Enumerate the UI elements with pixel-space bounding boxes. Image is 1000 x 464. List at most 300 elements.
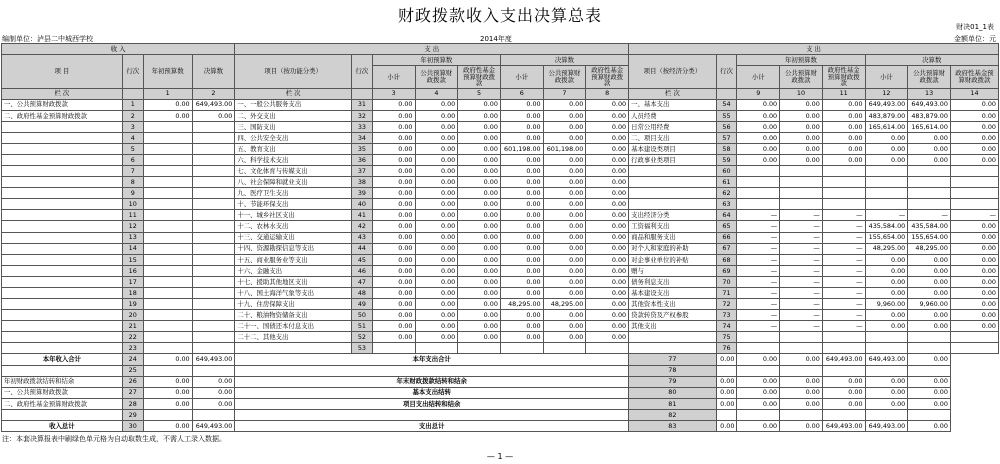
table-cell[interactable]: 六、科学技术支出	[235, 155, 352, 166]
table-cell[interactable]: 0.00	[500, 265, 543, 276]
table-cell[interactable]: 一、一般公共服务支出	[235, 99, 352, 110]
table-cell[interactable]: 0.00	[415, 110, 458, 121]
table-cell[interactable]: —	[822, 310, 865, 321]
table-cell[interactable]: 0.00	[458, 188, 501, 199]
table-cell[interactable]: —	[822, 232, 865, 243]
table-cell[interactable]: 0.00	[737, 110, 780, 121]
table-cell[interactable]: 0.00	[586, 155, 629, 166]
total-value[interactable]: 0.00	[822, 387, 865, 398]
table-cell[interactable]: 48,295.00	[500, 299, 543, 310]
total-value[interactable]: 649,493.00	[822, 420, 865, 431]
table-cell[interactable]: 18	[122, 287, 143, 298]
table-cell[interactable]: 0.00	[458, 132, 501, 143]
table-cell[interactable]: 0.00	[458, 321, 501, 332]
table-cell[interactable]: —	[822, 276, 865, 287]
table-cell[interactable]: 42	[351, 221, 372, 232]
table-cell[interactable]: 0.00	[458, 276, 501, 287]
table-cell[interactable]: 0.00	[586, 177, 629, 188]
table-cell[interactable]: 56	[716, 121, 737, 132]
table-cell[interactable]: 0.00	[586, 254, 629, 265]
table-cell[interactable]: 38	[351, 177, 372, 188]
table-cell[interactable]: 0.00	[543, 243, 586, 254]
total-line[interactable]: 79	[629, 376, 716, 387]
table-cell[interactable]: 0.00	[372, 243, 415, 254]
table-cell[interactable]: 47	[351, 276, 372, 287]
table-cell[interactable]: 0.00	[458, 221, 501, 232]
total-expense-label[interactable]: 支出总计	[235, 420, 629, 431]
table-cell[interactable]: 0.00	[458, 210, 501, 221]
table-cell[interactable]: 十八、国土海洋气象等支出	[235, 287, 352, 298]
table-cell[interactable]: 55	[716, 110, 737, 121]
table-cell[interactable]: 0.00	[543, 121, 586, 132]
table-cell[interactable]: 75	[716, 332, 737, 343]
total-value[interactable]: 0.00	[908, 354, 951, 365]
table-cell[interactable]: 31	[351, 99, 372, 110]
table-cell[interactable]: 53	[351, 343, 372, 354]
table-cell[interactable]: 155,654.00	[908, 232, 951, 243]
table-cell[interactable]: —	[822, 299, 865, 310]
total-line[interactable]: 29	[122, 409, 143, 420]
table-cell[interactable]: 0.00	[822, 155, 865, 166]
total-label[interactable]: 二、政府性基金预算财政拨款	[2, 398, 123, 409]
table-cell[interactable]: 435,584.00	[908, 221, 951, 232]
table-cell[interactable]: 0.00	[586, 221, 629, 232]
table-cell[interactable]: 165,614.00	[908, 121, 951, 132]
table-cell[interactable]: 0.00	[372, 332, 415, 343]
table-cell[interactable]: —	[780, 221, 823, 232]
table-cell[interactable]: 0.00	[780, 132, 823, 143]
table-cell[interactable]: 70	[716, 276, 737, 287]
table-cell[interactable]: 十二、农林水支出	[235, 221, 352, 232]
table-cell[interactable]: 15	[122, 254, 143, 265]
table-cell[interactable]: 16	[122, 265, 143, 276]
table-cell[interactable]: 483,879.00	[908, 110, 951, 121]
total-value[interactable]: 0.00	[143, 354, 192, 365]
table-cell[interactable]: 64	[716, 210, 737, 221]
table-cell[interactable]: 0.00	[780, 143, 823, 154]
table-cell[interactable]: 34	[351, 132, 372, 143]
table-cell[interactable]: —	[737, 232, 780, 243]
table-cell[interactable]: 0.00	[372, 121, 415, 132]
total-value[interactable]: 0.00	[716, 354, 737, 365]
table-cell[interactable]: —	[780, 299, 823, 310]
table-cell[interactable]: 19	[122, 299, 143, 310]
total-line[interactable]: 82	[629, 409, 716, 420]
total-value[interactable]: 0.00	[908, 398, 951, 409]
table-cell[interactable]: 43	[351, 232, 372, 243]
table-cell[interactable]: 13	[122, 232, 143, 243]
table-cell[interactable]: 17	[122, 276, 143, 287]
table-cell[interactable]: 0.00	[543, 166, 586, 177]
total-line[interactable]: 77	[629, 354, 716, 365]
total-value[interactable]: 0.00	[192, 398, 235, 409]
table-cell[interactable]: 649,493.00	[192, 99, 235, 110]
table-cell[interactable]: 0.00	[908, 143, 951, 154]
table-cell[interactable]: 0.00	[500, 110, 543, 121]
total-line[interactable]: 83	[629, 420, 716, 431]
table-cell[interactable]: —	[780, 321, 823, 332]
table-cell[interactable]: 0.00	[500, 188, 543, 199]
table-cell[interactable]: 0.00	[372, 177, 415, 188]
table-cell[interactable]: 0.00	[822, 132, 865, 143]
table-cell[interactable]: 0.00	[372, 199, 415, 210]
table-cell[interactable]: 0.00	[458, 199, 501, 210]
table-cell[interactable]: 0.00	[543, 132, 586, 143]
total-value[interactable]: 0.00	[780, 387, 823, 398]
table-cell[interactable]: 0.00	[458, 265, 501, 276]
table-cell[interactable]: 0.00	[415, 210, 458, 221]
table-cell[interactable]: 0.00	[908, 155, 951, 166]
table-cell[interactable]: 10	[122, 199, 143, 210]
table-cell[interactable]: 行政事业类项目	[629, 155, 716, 166]
table-cell[interactable]: 赠与	[629, 265, 716, 276]
table-cell[interactable]: 0.00	[865, 276, 908, 287]
table-cell[interactable]: 0.00	[822, 99, 865, 110]
table-cell[interactable]: 0.00	[500, 166, 543, 177]
table-cell[interactable]: 0.00	[543, 210, 586, 221]
table-cell[interactable]: —	[780, 310, 823, 321]
table-cell[interactable]: 20	[122, 310, 143, 321]
table-cell[interactable]: 0.00	[737, 132, 780, 143]
table-cell[interactable]: 0.00	[372, 188, 415, 199]
total-line[interactable]: 25	[122, 365, 143, 376]
table-cell[interactable]: 9,960.00	[865, 299, 908, 310]
table-cell[interactable]: —	[822, 243, 865, 254]
table-cell[interactable]: 165,614.00	[865, 121, 908, 132]
table-cell[interactable]: 0.00	[780, 155, 823, 166]
table-cell[interactable]: 48,295.00	[865, 243, 908, 254]
table-cell[interactable]: 0.00	[415, 254, 458, 265]
total-value[interactable]: 0.00	[865, 376, 908, 387]
table-cell[interactable]: 0.00	[415, 199, 458, 210]
table-cell[interactable]: 0.00	[586, 332, 629, 343]
total-value[interactable]: 0.00	[737, 420, 780, 431]
total-label[interactable]: 年初财政拨款结转和结余	[2, 376, 123, 387]
table-cell[interactable]: 贷款转贷及产权参股	[629, 310, 716, 321]
table-cell[interactable]: 0.00	[586, 310, 629, 321]
table-cell[interactable]: 51	[351, 321, 372, 332]
table-cell[interactable]: 49	[351, 299, 372, 310]
table-cell[interactable]: 0.00	[586, 121, 629, 132]
table-cell[interactable]: 0.00	[372, 310, 415, 321]
table-cell[interactable]: 一、基本支出	[629, 99, 716, 110]
total-value[interactable]: 0.00	[143, 420, 192, 431]
table-cell[interactable]: 59	[716, 155, 737, 166]
table-cell[interactable]: 0.00	[415, 99, 458, 110]
table-cell[interactable]: 0.00	[415, 143, 458, 154]
table-cell[interactable]: 0.00	[586, 243, 629, 254]
table-cell[interactable]: 40	[351, 199, 372, 210]
table-cell[interactable]: —	[822, 210, 865, 221]
total-expense-label[interactable]: 本年支出合计	[235, 354, 629, 365]
total-value[interactable]: 649,493.00	[865, 420, 908, 431]
table-cell[interactable]: 工资福利支出	[629, 221, 716, 232]
table-cell[interactable]: 0.00	[458, 254, 501, 265]
table-cell[interactable]: 0.00	[458, 232, 501, 243]
table-cell[interactable]: 0.00	[822, 110, 865, 121]
table-cell[interactable]: 0.00	[586, 110, 629, 121]
table-cell[interactable]: 0.00	[865, 265, 908, 276]
total-value[interactable]: 0.00	[865, 398, 908, 409]
table-cell[interactable]: 0.00	[458, 121, 501, 132]
table-cell[interactable]: 0.00	[822, 121, 865, 132]
table-cell[interactable]: 0.00	[372, 221, 415, 232]
table-cell[interactable]: 0.00	[458, 155, 501, 166]
table-cell[interactable]: 32	[351, 110, 372, 121]
total-value[interactable]: 649,493.00	[822, 354, 865, 365]
table-cell[interactable]: 0.00	[415, 310, 458, 321]
total-value[interactable]: 0.00	[780, 354, 823, 365]
table-cell[interactable]: 61	[716, 177, 737, 188]
table-cell[interactable]: 45	[351, 254, 372, 265]
total-value[interactable]: 0.00	[737, 398, 780, 409]
table-cell[interactable]: 0.00	[500, 332, 543, 343]
table-cell[interactable]: 23	[122, 343, 143, 354]
table-cell[interactable]: 8	[122, 177, 143, 188]
table-cell[interactable]: 11	[122, 210, 143, 221]
table-cell[interactable]: —	[822, 221, 865, 232]
table-cell[interactable]: 54	[716, 99, 737, 110]
table-cell[interactable]: —	[822, 287, 865, 298]
table-cell[interactable]: 0.00	[458, 99, 501, 110]
table-cell[interactable]: 649,493.00	[908, 99, 951, 110]
table-cell[interactable]: 0.00	[372, 110, 415, 121]
table-cell[interactable]: 22	[122, 332, 143, 343]
total-value[interactable]: 0.00	[192, 376, 235, 387]
table-cell[interactable]: 0.00	[586, 287, 629, 298]
table-cell[interactable]: 74	[716, 321, 737, 332]
table-cell[interactable]: 十、节能环保支出	[235, 199, 352, 210]
table-cell[interactable]: 0.00	[458, 310, 501, 321]
table-cell[interactable]: 0.00	[415, 121, 458, 132]
table-cell[interactable]: 0.00	[865, 155, 908, 166]
table-cell[interactable]: —	[780, 232, 823, 243]
total-value[interactable]: 0.00	[737, 354, 780, 365]
table-cell[interactable]: 0.00	[865, 143, 908, 154]
table-cell[interactable]: 3	[122, 121, 143, 132]
table-cell[interactable]: —	[822, 265, 865, 276]
table-cell[interactable]: —	[780, 287, 823, 298]
table-cell[interactable]: 65	[716, 221, 737, 232]
table-cell[interactable]: 二、政府性基金预算财政拨款	[2, 110, 123, 121]
table-cell[interactable]: 48,295.00	[543, 299, 586, 310]
table-cell[interactable]: 一、公共预算财政拨款	[2, 99, 123, 110]
table-cell[interactable]: 48,295.00	[908, 243, 951, 254]
table-cell[interactable]: 0.00	[543, 276, 586, 287]
table-cell[interactable]: 0.00	[543, 110, 586, 121]
table-cell[interactable]: 67	[716, 243, 737, 254]
total-label[interactable]: 本年收入合计	[2, 354, 123, 365]
table-cell[interactable]: 0.00	[372, 166, 415, 177]
table-cell[interactable]: 0.00	[372, 143, 415, 154]
table-cell[interactable]: 0.00	[372, 265, 415, 276]
table-cell[interactable]: 68	[716, 254, 737, 265]
table-cell[interactable]: 对个人和家庭的补助	[629, 243, 716, 254]
table-cell[interactable]: 日常公用经费	[629, 121, 716, 132]
total-line[interactable]: 81	[629, 398, 716, 409]
total-value[interactable]: 649,493.00	[192, 354, 235, 365]
total-value[interactable]: 0.00	[716, 387, 737, 398]
table-cell[interactable]: 0.00	[950, 143, 998, 154]
table-cell[interactable]: 0.00	[500, 243, 543, 254]
table-cell[interactable]: 0.00	[950, 155, 998, 166]
table-cell[interactable]: 0.00	[950, 254, 998, 265]
table-cell[interactable]: 0.00	[500, 210, 543, 221]
table-cell[interactable]: 债务利息支出	[629, 276, 716, 287]
table-cell[interactable]: 0.00	[586, 232, 629, 243]
total-value[interactable]: 0.00	[780, 376, 823, 387]
total-value[interactable]: 0.00	[780, 420, 823, 431]
table-cell[interactable]: —	[737, 287, 780, 298]
table-cell[interactable]: 0.00	[908, 276, 951, 287]
table-cell[interactable]: —	[780, 276, 823, 287]
table-cell[interactable]: 二、项目支出	[629, 132, 716, 143]
table-cell[interactable]: 6	[122, 155, 143, 166]
table-cell[interactable]: 0.00	[586, 299, 629, 310]
table-cell[interactable]: 0.00	[950, 310, 998, 321]
table-cell[interactable]: 0.00	[415, 243, 458, 254]
table-cell[interactable]: 0.00	[143, 110, 192, 121]
total-value[interactable]: 0.00	[822, 376, 865, 387]
table-cell[interactable]: 0.00	[822, 143, 865, 154]
table-cell[interactable]: 33	[351, 121, 372, 132]
table-cell[interactable]: 483,879.00	[865, 110, 908, 121]
table-cell[interactable]: 0.00	[908, 265, 951, 276]
table-cell[interactable]: —	[737, 276, 780, 287]
total-value[interactable]: 0.00	[780, 398, 823, 409]
table-cell[interactable]: 0.00	[908, 254, 951, 265]
total-expense-label[interactable]: 年末财政拨款结转和结余	[235, 376, 629, 387]
table-cell[interactable]: —	[780, 210, 823, 221]
total-line[interactable]: 28	[122, 398, 143, 409]
table-cell[interactable]: 0.00	[737, 155, 780, 166]
table-cell[interactable]: 0.00	[458, 177, 501, 188]
table-cell[interactable]: 0.00	[372, 254, 415, 265]
total-value[interactable]: 0.00	[143, 387, 192, 398]
table-cell[interactable]: 9,960.00	[908, 299, 951, 310]
table-cell[interactable]: 0.00	[543, 188, 586, 199]
total-value[interactable]: 0.00	[716, 376, 737, 387]
table-cell[interactable]: —	[737, 265, 780, 276]
total-value[interactable]: 0.00	[737, 387, 780, 398]
table-cell[interactable]: —	[780, 243, 823, 254]
table-cell[interactable]: 八、社会保障和就业支出	[235, 177, 352, 188]
table-cell[interactable]: 0.00	[415, 166, 458, 177]
table-cell[interactable]: 71	[716, 287, 737, 298]
table-cell[interactable]: 0.00	[372, 210, 415, 221]
table-cell[interactable]: 35	[351, 143, 372, 154]
total-value[interactable]: 649,493.00	[192, 420, 235, 431]
table-cell[interactable]: 0.00	[415, 221, 458, 232]
table-cell[interactable]: 0.00	[908, 132, 951, 143]
table-cell[interactable]: 0.00	[543, 221, 586, 232]
total-value[interactable]: 0.00	[737, 376, 780, 387]
table-cell[interactable]: 十七、援助其他地区支出	[235, 276, 352, 287]
table-cell[interactable]: 0.00	[586, 321, 629, 332]
table-cell[interactable]: 0.00	[415, 132, 458, 143]
table-cell[interactable]: —	[737, 299, 780, 310]
total-line[interactable]: 24	[122, 354, 143, 365]
table-cell[interactable]: 0.00	[415, 188, 458, 199]
table-cell[interactable]: 0.00	[500, 310, 543, 321]
table-cell[interactable]: 0.00	[950, 243, 998, 254]
table-cell[interactable]: 12	[122, 221, 143, 232]
table-cell[interactable]: 十九、住房保障支出	[235, 299, 352, 310]
table-cell[interactable]: 0.00	[415, 332, 458, 343]
table-cell[interactable]: 0.00	[950, 221, 998, 232]
table-cell[interactable]: 0.00	[372, 155, 415, 166]
table-cell[interactable]: 0.00	[950, 110, 998, 121]
total-line[interactable]: 26	[122, 376, 143, 387]
total-label[interactable]: 一、公共预算财政拨款	[2, 387, 123, 398]
table-cell[interactable]: 0.00	[372, 276, 415, 287]
table-cell[interactable]: 二十二、其他支出	[235, 332, 352, 343]
table-cell[interactable]: 0.00	[372, 321, 415, 332]
table-cell[interactable]: 0.00	[543, 332, 586, 343]
table-cell[interactable]: 二十一、国债还本付息支出	[235, 321, 352, 332]
table-cell[interactable]: 62	[716, 188, 737, 199]
table-cell[interactable]: 0.00	[500, 287, 543, 298]
table-cell[interactable]: 0.00	[586, 143, 629, 154]
table-cell[interactable]: 0.00	[865, 310, 908, 321]
total-value[interactable]: 0.00	[908, 376, 951, 387]
table-cell[interactable]: 0.00	[586, 199, 629, 210]
table-cell[interactable]: 0.00	[865, 254, 908, 265]
table-cell[interactable]: 14	[122, 243, 143, 254]
table-cell[interactable]: 0.00	[586, 210, 629, 221]
table-cell[interactable]: 0.00	[586, 188, 629, 199]
table-cell[interactable]: 37	[351, 166, 372, 177]
table-cell[interactable]: 63	[716, 199, 737, 210]
total-value[interactable]: 0.00	[908, 387, 951, 398]
table-cell[interactable]: 0.00	[500, 232, 543, 243]
table-cell[interactable]: 58	[716, 143, 737, 154]
table-cell[interactable]: 0.00	[143, 99, 192, 110]
table-cell[interactable]: 0.00	[586, 132, 629, 143]
table-cell[interactable]: 十三、交通运输支出	[235, 232, 352, 243]
total-value[interactable]: 0.00	[716, 398, 737, 409]
table-cell[interactable]: 57	[716, 132, 737, 143]
table-cell[interactable]: 50	[351, 310, 372, 321]
table-cell[interactable]: 0.00	[372, 232, 415, 243]
table-cell[interactable]: 0.00	[543, 265, 586, 276]
table-cell[interactable]: 四、公共安全支出	[235, 132, 352, 143]
table-cell[interactable]: 0.00	[737, 121, 780, 132]
table-cell[interactable]: 二、外交支出	[235, 110, 352, 121]
table-cell[interactable]: 0.00	[500, 121, 543, 132]
total-value[interactable]: 0.00	[865, 387, 908, 398]
table-cell[interactable]: 0.00	[372, 287, 415, 298]
table-cell[interactable]: —	[780, 254, 823, 265]
table-cell[interactable]: —	[950, 210, 998, 221]
table-cell[interactable]: 0.00	[950, 321, 998, 332]
total-value[interactable]: 0.00	[822, 398, 865, 409]
table-cell[interactable]: 601,198.00	[500, 143, 543, 154]
table-cell[interactable]: 1	[122, 99, 143, 110]
table-cell[interactable]: 0.00	[458, 299, 501, 310]
table-cell[interactable]: 0.00	[415, 265, 458, 276]
table-cell[interactable]: 其他资本性支出	[629, 299, 716, 310]
table-cell[interactable]: 0.00	[415, 287, 458, 298]
table-cell[interactable]: 0.00	[908, 321, 951, 332]
table-cell[interactable]: 0.00	[780, 99, 823, 110]
table-cell[interactable]: 基本建设支出	[629, 287, 716, 298]
table-cell[interactable]: 0.00	[543, 232, 586, 243]
table-cell[interactable]: 44	[351, 243, 372, 254]
total-line[interactable]: 78	[629, 365, 716, 376]
table-cell[interactable]: 0.00	[500, 155, 543, 166]
table-cell[interactable]: 0.00	[950, 265, 998, 276]
